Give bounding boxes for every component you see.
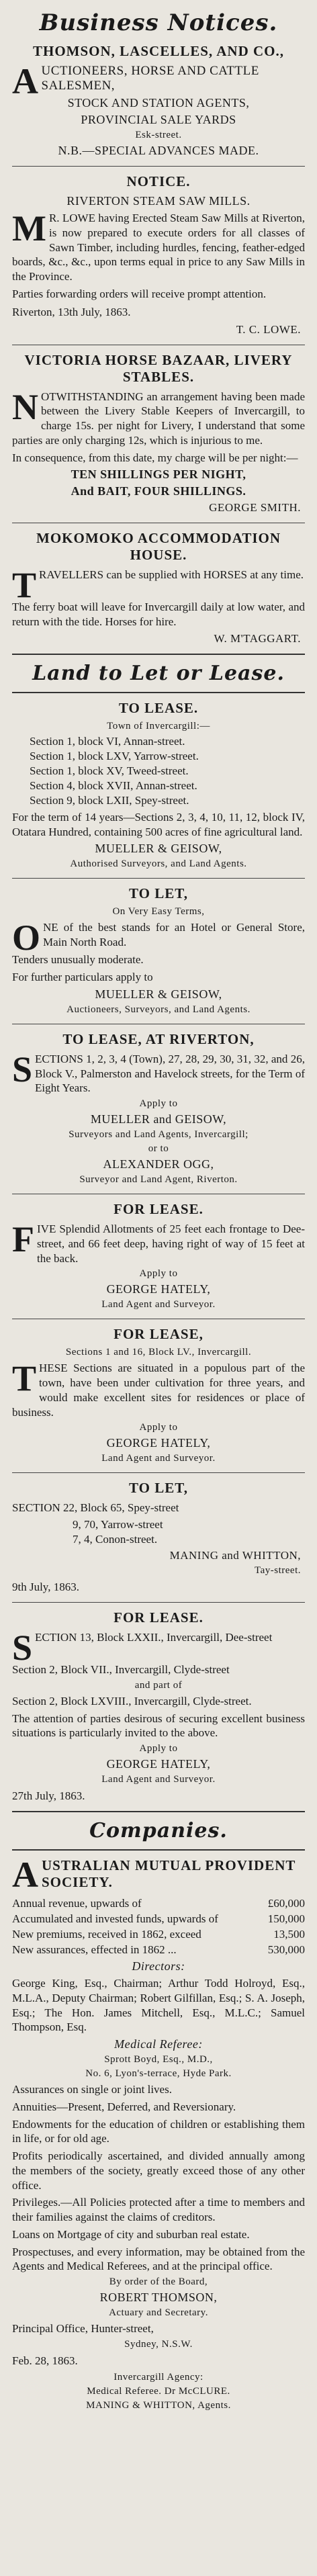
stat-row bbox=[12, 1928, 305, 1941]
ad-date: 27th July, 1863. bbox=[12, 1789, 85, 1802]
ad-body: In consequence, from this date, my charge will be per night:— bbox=[12, 451, 298, 464]
ad-body: Endowments for the education of children or establishing them in life, or for old age. bbox=[12, 2117, 305, 2145]
section-header-business: Business Notices. bbox=[39, 9, 278, 36]
stat-label: New premiums, received in 1862, exceed bbox=[12, 1928, 201, 1941]
ad-to-lease-town bbox=[12, 700, 305, 871]
ad-title: THOMSON, LASCELLES, AND CO., bbox=[33, 43, 284, 59]
ad-agent-desc: Land Agent and Surveyor. bbox=[101, 1299, 216, 1311]
ad-apply: Apply to bbox=[139, 1422, 178, 1433]
ad-subtitle: On Very Easy Terms, bbox=[112, 906, 205, 918]
ad-body: Tenders unusually moderate. bbox=[12, 953, 144, 967]
section-line: Section 1, block VI, Annan-street. bbox=[30, 734, 185, 748]
divider bbox=[12, 878, 305, 879]
ad-body: Parties forwarding orders will receive prompt attention. bbox=[12, 287, 267, 300]
ad-title: NOTICE. bbox=[126, 173, 191, 189]
ad-agent-desc: Surveyor and Land Agent, Riverton. bbox=[79, 1174, 238, 1185]
ad-body: Assurances on single or joint lives. bbox=[12, 2083, 172, 2096]
section-line: SECTION 22, Block 65, Spey-street bbox=[12, 1501, 179, 1515]
ad-body: Annuities—Present, Deferred, and Reversionary. bbox=[12, 2100, 236, 2113]
ad-title: FOR LEASE, bbox=[114, 1326, 203, 1343]
ad-title: TO LEASE, AT RIVERTON, bbox=[62, 1030, 255, 1047]
ad-signature: GEORGE SMITH. bbox=[209, 501, 301, 515]
ad-subtitle: Medical Referee: bbox=[114, 2037, 203, 2051]
section-line: 7, 4, Conon-street. bbox=[73, 1533, 158, 1546]
ad-signature: W. M'TAGGART. bbox=[214, 631, 301, 645]
ad-date: Riverton, 13th July, 1863. bbox=[12, 305, 131, 318]
section-header-companies: Companies. bbox=[89, 1819, 228, 1842]
ad-title: FOR LEASE. bbox=[114, 1201, 203, 1217]
ad-agent: MUELLER & GEISOW, bbox=[95, 987, 222, 1001]
ad-body: No. 6, Lyon's-terrace, Hyde Park. bbox=[85, 2068, 232, 2079]
stat-label: Accumulated and invested funds, upwards of bbox=[12, 1912, 218, 1925]
ad-title: AUSTRALIAN MUTUAL PROVIDENT SOCIETY. bbox=[12, 1855, 296, 1895]
ad-hotel-to-let bbox=[12, 885, 305, 1016]
ad-agent: GEORGE HATELY, bbox=[106, 1757, 211, 1771]
ad-thomson-lascelles bbox=[12, 43, 305, 158]
ad-agent-desc: Land Agent and Surveyor. bbox=[101, 1774, 216, 1785]
ad-subtitle: RIVERTON STEAM SAW MILLS. bbox=[66, 194, 251, 208]
ad-body: George King, Esq., Chairman; Arthur Todd Holroyd, Esq., M.L.A., Deputy Chairman; Robert Gilfillan, Esq.; S. A. Joseph, Esq.; The Hon. James Mitchell, Esq., M.L.C.; Samuel Thompson, Esq. bbox=[12, 1977, 305, 2034]
section-line: 9, 70, Yarrow-street bbox=[73, 1518, 163, 1531]
stat-value: 530,000 bbox=[267, 1943, 305, 1956]
ad-body: and part of bbox=[134, 1679, 183, 1691]
ad-riverton-saw-mills bbox=[12, 173, 305, 337]
ad-body: Sprott Boyd, Esq., M.D., bbox=[104, 2054, 213, 2065]
ad-line: Esk-street. bbox=[135, 130, 182, 140]
stat-value: 13,500 bbox=[273, 1928, 305, 1941]
ad-mokomoko bbox=[12, 530, 305, 646]
section-line: Section 1, block XV, Tweed-street. bbox=[30, 764, 189, 777]
ad-line: AUCTIONEERS, HORSE AND CATTLE SALESMEN, bbox=[12, 61, 259, 101]
ad-title: FOR LEASE. bbox=[114, 1609, 203, 1626]
ad-body: Loans on Mortgage of city and suburban real estate. bbox=[12, 2227, 250, 2241]
ad-subtitle: Sections 1 and 16, Block LV., Invercargill. bbox=[65, 1347, 252, 1358]
ad-apply: or to bbox=[148, 1143, 169, 1154]
ad-to-let-sections bbox=[12, 1480, 305, 1594]
ad-price: And BAIT, FOUR SHILLINGS. bbox=[71, 484, 246, 498]
ad-agent-desc: Authorised Surveyors, and Land Agents. bbox=[70, 858, 247, 870]
section-line: Section 1, block LXV, Yarrow-street. bbox=[30, 749, 199, 762]
ad-agent-desc: Auctioneers, Surveyors, and Land Agents. bbox=[66, 1004, 251, 1015]
ad-title: TO LET, bbox=[129, 1480, 188, 1497]
ad-title: TO LET, bbox=[129, 885, 188, 902]
ad-body: FIVE Splendid Allotments of 25 feet each frontage to Dee-street, and 66 feet deep, having right of way of 15 feet at the back. bbox=[12, 1219, 305, 1265]
ad-victoria-horse-bazaar bbox=[12, 352, 305, 515]
ad-for-lease-dee-street bbox=[12, 1201, 305, 1311]
ad-body: Section 2, Block VII., Invercargill, Clyde-street bbox=[12, 1663, 230, 1676]
ad-agent-desc: Tay-street. bbox=[254, 1565, 301, 1576]
stat-value: 150,000 bbox=[267, 1912, 305, 1925]
ad-body: For the term of 14 years—Sections 2, 3, 4, 10, 11, 12, block IV, Otatara Hundred, containing 500 acres of fine agricultural land. bbox=[12, 810, 305, 838]
ad-body: By order of the Board, bbox=[109, 2276, 208, 2287]
ad-title: VICTORIA HORSE BAZAAR, LIVERY STABLES. bbox=[24, 351, 293, 385]
ad-signature-title: Actuary and Secretary. bbox=[109, 2307, 208, 2318]
ad-for-lease-block-lxxii bbox=[12, 1609, 305, 1803]
ad-agent: ALEXANDER OGG, bbox=[103, 1157, 214, 1171]
ad-riverton-lease bbox=[12, 1031, 305, 1186]
ad-apply: Apply to bbox=[139, 1268, 178, 1280]
stat-row bbox=[12, 1912, 305, 1926]
ad-subtitle: Invercargill Agency: bbox=[114, 2371, 203, 2383]
ad-body: Profits periodically ascertained, and divided annually among the members of the society, greatly exceed those of any other office. bbox=[12, 2149, 305, 2192]
stat-row bbox=[12, 1897, 305, 1910]
ad-body: The ferry boat will leave for Invercargill daily at low water, and return with the tide. Horses for hire. bbox=[12, 601, 305, 628]
divider bbox=[12, 692, 305, 693]
ad-for-lease-block-lv bbox=[12, 1326, 305, 1464]
divider bbox=[12, 1472, 305, 1473]
ad-line: STOCK AND STATION AGENTS, bbox=[67, 96, 250, 109]
stat-row bbox=[12, 1943, 305, 1957]
ad-body: THESE Sections are situated in a populous part of the town, have been under cultivation for three years, and would make excellent sites for residences or place of business. bbox=[12, 1358, 305, 1419]
ad-body: Medical Referee. Dr McCLURE. bbox=[87, 2385, 230, 2397]
ad-body: For further particulars apply to bbox=[12, 971, 153, 983]
ad-agent: GEORGE HATELY, bbox=[106, 1282, 211, 1296]
ad-agent-desc: Surveyors and Land Agents, Invercargill; bbox=[69, 1129, 248, 1140]
ad-body: MANING & WHITTON, Agents. bbox=[86, 2399, 231, 2411]
ad-subtitle: Directors: bbox=[132, 1959, 185, 1973]
ad-title: TO LEASE. bbox=[118, 699, 199, 716]
ad-body: ONE of the best stands for an Hotel or General Store, Main North Road. bbox=[12, 918, 305, 959]
divider bbox=[12, 1849, 305, 1851]
ad-body: Privileges.—All Policies protected after a time to members and their families against the claims of creditors. bbox=[12, 2196, 305, 2223]
ad-agent: GEORGE HATELY, bbox=[106, 1436, 211, 1450]
ad-agent: MUELLER and GEISOW, bbox=[90, 1112, 227, 1126]
ad-body: NOTWITHSTANDING an arrangement having been made between the Livery Stable Keepers of Invercargill, to charge 15s. per night for Livery, I understand that some parties are only charging 12s, which is injurious to me. bbox=[12, 386, 305, 447]
ad-body: Sydney, N.S.W. bbox=[124, 2338, 193, 2350]
ad-body: TRAVELLERS can be supplied with HORSES at any time. bbox=[12, 565, 304, 606]
ad-body: The attention of parties desirous of securing excellent business situations is particularly invited to the above. bbox=[12, 1712, 305, 1740]
ad-agent-desc: Land Agent and Surveyor. bbox=[101, 1453, 216, 1464]
ad-apply: Apply to bbox=[139, 1098, 178, 1109]
section-line: Section 4, block XVII, Annan-street. bbox=[30, 779, 197, 792]
ad-body: Prospectuses, and every information, may be obtained from the Agents and Medical Referees, and at the principal office. bbox=[12, 2245, 305, 2273]
stat-label: Annual revenue, upwards of bbox=[12, 1897, 142, 1910]
ad-body: SECTION 13, Block LXXII., Invercargill, Dee-street bbox=[12, 1628, 273, 1668]
section-header-land: Land to Let or Lease. bbox=[32, 661, 285, 685]
ad-subtitle: Town of Invercargill:— bbox=[107, 720, 210, 731]
ad-apply: Apply to bbox=[139, 1743, 178, 1754]
divider bbox=[12, 1811, 305, 1812]
stat-label: New assurances, effected in 1862 ... bbox=[12, 1943, 177, 1956]
ad-price: TEN SHILLINGS PER NIGHT, bbox=[71, 468, 246, 482]
ad-signature: T. C. LOWE. bbox=[236, 322, 301, 336]
divider bbox=[12, 1602, 305, 1603]
divider bbox=[12, 166, 305, 167]
ad-signature: ROBERT THOMSON, bbox=[99, 2291, 218, 2304]
stat-value: £60,000 bbox=[267, 1897, 305, 1910]
ad-agent: MUELLER & GEISOW, bbox=[95, 842, 222, 856]
ad-body: Principal Office, Hunter-street, bbox=[12, 2322, 154, 2335]
ad-body: MR. LOWE having Erected Steam Saw Mills at Riverton, is now prepared to execute orders for all classes of Sawn Timber, including hurdles, fencing, feather-edged boards, &c., &c., upon terms equal in price to any Saw Mills in the Province. bbox=[12, 208, 305, 283]
ad-amp-society bbox=[12, 1857, 305, 2411]
ad-body: SECTIONS 1, 2, 3, 4 (Town), 27, 28, 29, 30, 31, 32, and 26, Block V., Palmerston and Havelock streets, for the Term of Eight Years. bbox=[12, 1049, 305, 1095]
ad-line: PROVINCIAL SALE YARDS bbox=[81, 113, 236, 126]
ad-body: Section 2, Block LXVIII., Invercargill, Clyde-street. bbox=[12, 1694, 252, 1707]
section-line: Section 9, block LXII, Spey-street. bbox=[30, 793, 189, 807]
ad-title: MOKOMOKO ACCOMMODATION HOUSE. bbox=[36, 530, 281, 564]
ad-line: N.B.—SPECIAL ADVANCES MADE. bbox=[58, 144, 259, 157]
ad-date: Feb. 28, 1863. bbox=[12, 2354, 78, 2367]
divider bbox=[12, 654, 305, 655]
ad-agent: MANING and WHITTON, bbox=[169, 1549, 301, 1562]
ad-date: 9th July, 1863. bbox=[12, 1581, 79, 1593]
